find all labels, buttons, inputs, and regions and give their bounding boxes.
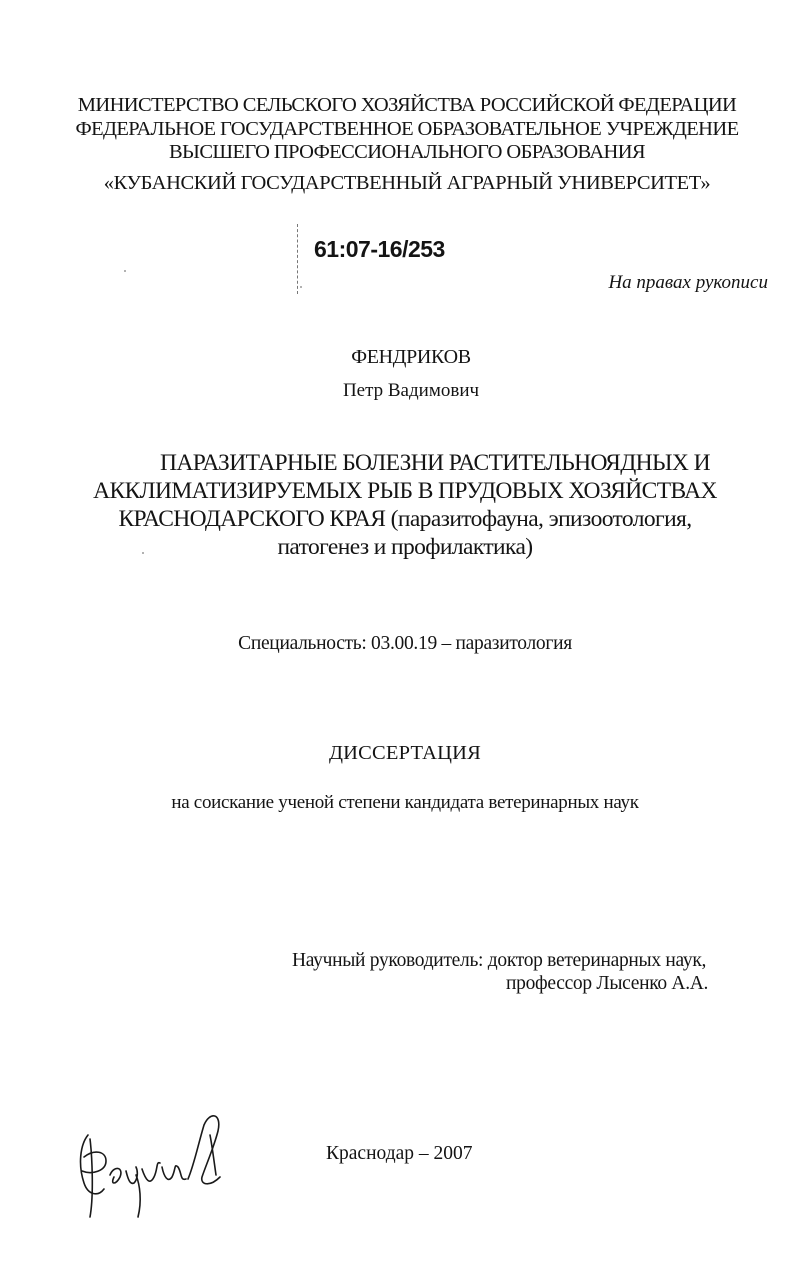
supervisor-line-2: профессор Лысенко А.А.: [506, 973, 709, 994]
author-name: Петр Вадимович: [342, 380, 480, 401]
document-type: ДИССЕРТАЦИЯ: [328, 742, 482, 764]
paper-speck: [300, 286, 302, 288]
author-surname: ФЕНДРИКОВ: [351, 346, 471, 368]
institution-line: ФЕДЕРАЛЬНОЕ ГОСУДАРСТВЕННОЕ ОБРАЗОВАТЕЛЬНОЕ УЧРЕЖДЕНИЕ: [75, 118, 739, 140]
title-line-4: патогенез и профилактика): [277, 534, 533, 560]
supervisor-line-1: Научный руководитель: доктор ветеринарных наук,: [292, 950, 707, 971]
place-year: Краснодар – 2007: [326, 1143, 473, 1164]
archive-code: 61:07-16/253: [314, 236, 445, 262]
code-divider: [297, 224, 298, 294]
title-line-2: АККЛИМАТИЗИРУЕМЫХ РЫБ В ПРУДОВЫХ ХОЗЯЙСТВАХ: [93, 478, 717, 504]
paper-speck: [124, 270, 126, 272]
education-line: ВЫСШЕГО ПРОФЕССИОНАЛЬНОГО ОБРАЗОВАНИЯ: [168, 141, 646, 163]
manuscript-note: На правах рукописи: [608, 272, 768, 293]
ministry-line: МИНИСТЕРСТВО СЕЛЬСКОГО ХОЗЯЙСТВА РОССИЙСКОЙ ФЕДЕРАЦИИ: [77, 94, 737, 116]
paper-speck: [142, 552, 144, 554]
specialty: Специальность: 03.00.19 – паразитология: [238, 633, 572, 654]
degree-line: на соискание ученой степени кандидата ветеринарных наук: [171, 792, 639, 813]
university-name: «КУБАНСКИЙ ГОСУДАРСТВЕННЫЙ АГРАРНЫЙ УНИВЕРСИТЕТ»: [103, 172, 711, 194]
title-line-1: ПАРАЗИТАРНЫЕ БОЛЕЗНИ РАСТИТЕЛЬНОЯДНЫХ И: [160, 450, 710, 476]
title-line-3: КРАСНОДАРСКОГО КРАЯ (паразитофауна, эпизоотология,: [118, 506, 692, 532]
handwritten-signature: [70, 1105, 240, 1225]
